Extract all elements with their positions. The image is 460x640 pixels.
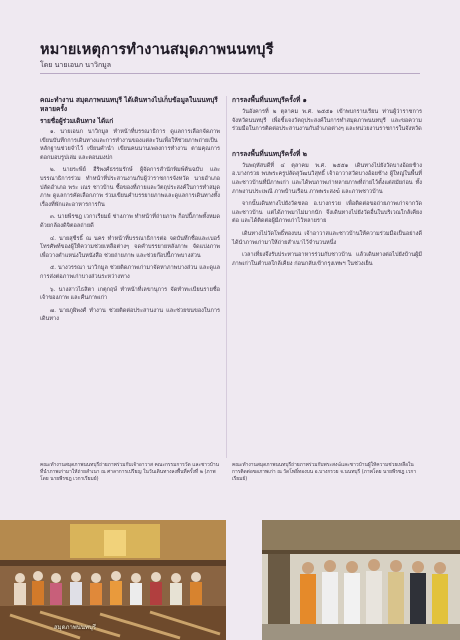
left-column bbox=[40, 96, 220, 328]
participants-heading: รายชื่อผู้ร่วมเดินทาง ได้แก่ bbox=[40, 117, 114, 125]
photo-overlay-label: สมุดภาพนนทบุรี bbox=[54, 624, 96, 631]
group-photo-illustration bbox=[0, 520, 226, 640]
photo-caption-left: คณะทำงานสมุดภาพนนทบุรีถ่ายภาพร่วมกับเจ้าอาวาส คณะกรรมการวัด และชาวบ้านที่นำภาพเก่ามาให้ถ่ายสำเนา ณ ศาลาการเปรียญ ในวันเดินทางลงพื้นที่ครั้งที่ ๒ (ภาพโดย นายพีรชฎ เวกาเรียมย์) bbox=[40, 462, 219, 482]
participant-item: ๓. นายพีรชฎ เวกาเรียมย์ ช่างภาพ ทำหน้าที่ถ่ายภาพ ก็อปปี้ภาพทั้งหมดด้วยกล้องดิจิตอลถ่ายดี bbox=[40, 214, 220, 229]
right-column bbox=[232, 96, 422, 272]
participant-item: ๑. นายเอนก นาวิกมูล ทำหน้าที่บรรณาธิการ ดูแลการเลือกจัดภาพ เขียนบันทึกการเดินทางและการทำงานของแต่ละวันเพื่อให้ช่วยภาพถ่ายเป็นหลักฐานช่วยจำไว้ เขียนคำนำ เขียนคนนานเพลงการทำงาน ตามคุณการตอกมอบรูปเล่ม และตอนมงปก bbox=[40, 129, 220, 161]
section1-heading: การลงพื้นที่นนทบุรีครั้งที่ ๑ bbox=[232, 96, 307, 104]
section2-paragraph: เดินทางไปวัดโพธิ์ทองบน เจ้าอาวาสและชาวบ้านให้ความร่วมมือเป็นอย่างดี ได้นำภาพเก่ามาให้ถ่ายสำเนาไว้จำนวนหนึ่ง bbox=[232, 230, 422, 246]
title-divider bbox=[40, 73, 420, 74]
article-author: โดย นายเอนก นาวิกมูล bbox=[40, 61, 112, 69]
section2-paragraph: เวลาเที่ยงจึงรับประทานอาหารร่วมกับชาวบ้าน แล้วเดินทางต่อไปยังบ้านผู้มีภาพเก่าในตำบลใกล้เคียง ก่อนกลับเข้ากรุงเทพฯ ในช่วงเย็น bbox=[232, 252, 422, 267]
participant-item: ๖. นางสาวไธสิตา เกตุกฤษ์ ทำหน้าที่เลขานุการ จัดทำทะเบียนรายชื่อเจ้าของภาพ และคืนภาพเก่า bbox=[40, 286, 220, 302]
participant-item: ๗. นายภูผิพงศ์ ทำงาน ช่วยติดต่อประสานงาน และช่วยขนของในการเดินทาง bbox=[40, 307, 220, 323]
group-photo-illustration bbox=[262, 520, 460, 640]
photo-caption-right: คณะทำงานสมุดภาพนนทบุรีถ่ายภาพร่วมกับพระสงฆ์และชาวบ้านผู้ให้ความช่วยเหลือในการติดต่อขอภาพเก่า ณ วัดโพธิ์ทองบน อ.บางกรวย จ.นนทบุรี (ภาพโดย นายพีรชฎ เวกาเรียมย์) bbox=[232, 462, 417, 482]
section2-heading: การลงพื้นที่นนทบุรีครั้งที่ ๒ bbox=[232, 149, 307, 158]
section2-paragraph: วันพฤหัสบดีที่ ๔ ตุลาคม พ.ศ. ๒๕๕๑ เดินทางไปยังวัดบางอ้อยช้าง อ.บางกรวย พบพระครูปลัดสุวัฒนวิสุทธิ์ เจ้าอาวาสวัดบางอ้อยช้าง ผู้ใหญ่ในพื้นที่ และชาวบ้านที่มีภาพเก่า และได้พบภาพเก่าหลายภาพที่ถ่ายไว้ตั้งแต่สมัยก่อน ทั้งภาพงานประเพณี ภาพบ้านเรือน ภาพพระสงฆ์ และภาพชาวบ้าน bbox=[232, 162, 422, 195]
participant-item: ๕. นางวรรณา นาวิกมูล ช่วยติดภาพเก่ามาจัดหาภาพบางส่วน และดูแลการส่งต่อภาพเก่าบางส่วนระหว่างทาง bbox=[40, 265, 220, 280]
left-column-heading: คณะทำงาน สมุดภาพนนทบุรี ได้เดินทางไปเก็บข้อมูลในนนทบุรีหลายครั้ง bbox=[40, 96, 218, 113]
article-title: หมายเหตุการทำงานสมุดภาพนนทบุรี bbox=[40, 41, 274, 58]
group-photo-temple-hall bbox=[0, 520, 226, 640]
section1-paragraph: วันอังคารที่ ๒ ตุลาคม พ.ศ. ๒๕๕๑ เข้าพบกราบเรียน ท่านผู้ว่าราชการจังหวัดนนทบุรี เพื่อชี้แจงวัตถุประสงค์ในการทำสมุดภาพนนทบุรี และขอความร่วมมือในการติดต่อประสานงานกับอำเภอต่างๆ และหน่วยงานราชการในจังหวัด bbox=[232, 109, 422, 133]
group-photo-monastery bbox=[262, 520, 460, 640]
column-divider bbox=[226, 96, 227, 458]
participant-item: ๔. นายสุชีรธิ์ ณ นคร ทำหน้าที่บรรณาธิการต่อ จดบันทึกชื่อและเบอร์โทรศัพท์ของผู้ให้ความช่วยเหลือต่างๆ จดคำบรรยายหลังภาพ จัดแบ่งภาพเพื่อวางตำแหน่งในหนังสือ ช่วยถ่ายภาพ และช่วยก๊อปปี้ภาพบางส่วน bbox=[40, 235, 220, 259]
participant-item: ๒. นายระพีย์ ฮีริพงศ์ธรรมรักษ์ ผู้จัดการสำนักพิมพ์ต้นฉบับ และบรรณาธิการร่วม ทำหน้าที่ประสานงานกับผู้ว่าราชการจังหวัด นายอำเภอ ปลัดอำเภอ พระ เณร ชาวบ้าน ซื้อของที่ภายและวัตถุประสงค์ในการทำสมุดภาพ ดูแลการคัดเลือกภาพ ร่วมเขียนคำบรรยายภาพและดูแลการเดินทางทั้งเรื่องที่พักและอาหารการกิน bbox=[40, 167, 220, 208]
section2-paragraph: จากนั้นเดินทางไปยังวัดชลอ อ.บางกรวย เพื่อติดต่อขอถ่ายภาพเก่าจากวัดและชาวบ้าน แต่ได้ภาพมาไม่มากนัก จึงเดินทางไปยังวัดอื่นในบริเวณใกล้เคียงต่อ และได้ติดต่อผู้มีภาพเก่าไว้หลายราย bbox=[232, 201, 422, 225]
